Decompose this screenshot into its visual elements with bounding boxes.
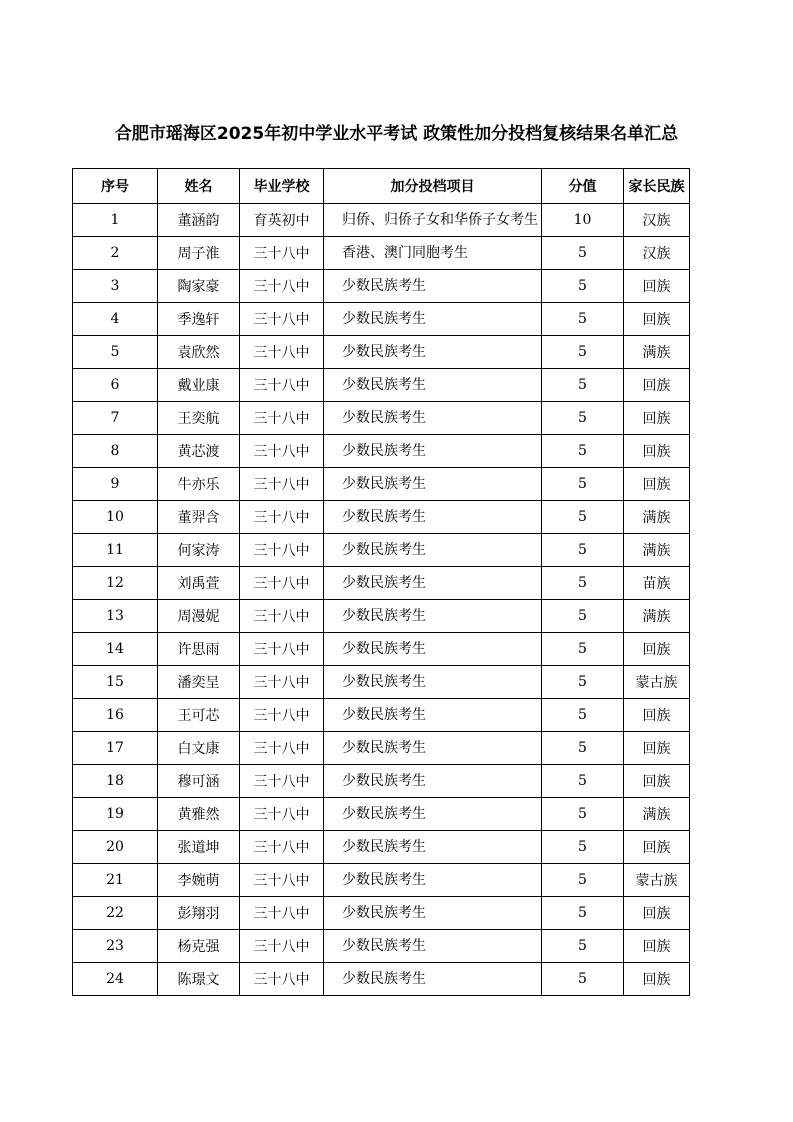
cell-parent-ethnicity: 回族 [624, 831, 690, 864]
cell-serial-number: 20 [73, 831, 158, 864]
cell-score: 5 [542, 501, 624, 534]
table-row [73, 435, 690, 468]
cell-school: 三十八中 [240, 798, 324, 831]
cell-parent-ethnicity: 满族 [624, 534, 690, 567]
cell-score: 5 [542, 435, 624, 468]
cell-serial-number: 3 [73, 270, 158, 303]
cell-name: 王奕航 [158, 402, 240, 435]
cell-parent-ethnicity: 回族 [624, 963, 690, 996]
cell-parent-ethnicity: 满族 [624, 798, 690, 831]
cell-school: 三十八中 [240, 732, 324, 765]
cell-name: 穆可涵 [158, 765, 240, 798]
cell-school: 三十八中 [240, 864, 324, 897]
cell-name: 周子淮 [158, 237, 240, 270]
cell-parent-ethnicity: 回族 [624, 468, 690, 501]
cell-school: 三十八中 [240, 831, 324, 864]
cell-score: 5 [542, 666, 624, 699]
cell-score: 5 [542, 600, 624, 633]
cell-name: 周漫妮 [158, 600, 240, 633]
cell-parent-ethnicity: 满族 [624, 501, 690, 534]
cell-score: 5 [542, 765, 624, 798]
cell-score: 5 [542, 468, 624, 501]
cell-name: 季逸轩 [158, 303, 240, 336]
cell-bonus-project: 少数民族考生 [324, 270, 542, 303]
cell-bonus-project: 少数民族考生 [324, 864, 542, 897]
table-row [73, 831, 690, 864]
table-body [73, 204, 690, 996]
cell-bonus-project: 香港、澳门同胞考生 [324, 237, 542, 270]
cell-name: 董羿含 [158, 501, 240, 534]
cell-serial-number: 6 [73, 369, 158, 402]
cell-school: 三十八中 [240, 765, 324, 798]
cell-serial-number: 4 [73, 303, 158, 336]
results-table [72, 168, 690, 996]
cell-bonus-project: 少数民族考生 [324, 435, 542, 468]
cell-score: 5 [542, 897, 624, 930]
cell-bonus-project: 少数民族考生 [324, 303, 542, 336]
cell-serial-number: 10 [73, 501, 158, 534]
cell-serial-number: 8 [73, 435, 158, 468]
cell-parent-ethnicity: 汉族 [624, 237, 690, 270]
cell-score: 5 [542, 303, 624, 336]
cell-serial-number: 13 [73, 600, 158, 633]
cell-name: 刘禹萱 [158, 567, 240, 600]
cell-name: 潘奕呈 [158, 666, 240, 699]
cell-serial-number: 2 [73, 237, 158, 270]
header-bonus-project: 加分投档项目 [324, 169, 542, 204]
cell-school: 三十八中 [240, 369, 324, 402]
cell-parent-ethnicity: 苗族 [624, 567, 690, 600]
cell-bonus-project: 少数民族考生 [324, 699, 542, 732]
cell-school: 三十八中 [240, 468, 324, 501]
table-row [73, 369, 690, 402]
cell-serial-number: 11 [73, 534, 158, 567]
table-row [73, 897, 690, 930]
cell-serial-number: 23 [73, 930, 158, 963]
cell-serial-number: 17 [73, 732, 158, 765]
cell-bonus-project: 少数民族考生 [324, 468, 542, 501]
cell-parent-ethnicity: 回族 [624, 897, 690, 930]
table-header-row [73, 169, 690, 204]
header-parent-ethnicity: 家长民族 [624, 169, 690, 204]
cell-bonus-project: 归侨、归侨子女和华侨子女考生 [324, 204, 542, 237]
table-row [73, 732, 690, 765]
table-row [73, 270, 690, 303]
table-row [73, 303, 690, 336]
cell-name: 何家涛 [158, 534, 240, 567]
cell-name: 戴业康 [158, 369, 240, 402]
cell-score: 5 [542, 732, 624, 765]
cell-bonus-project: 少数民族考生 [324, 567, 542, 600]
cell-school: 三十八中 [240, 336, 324, 369]
cell-bonus-project: 少数民族考生 [324, 765, 542, 798]
table-row [73, 666, 690, 699]
cell-bonus-project: 少数民族考生 [324, 897, 542, 930]
cell-school: 三十八中 [240, 600, 324, 633]
table-row [73, 501, 690, 534]
table-row [73, 699, 690, 732]
cell-name: 杨克强 [158, 930, 240, 963]
cell-serial-number: 24 [73, 963, 158, 996]
cell-bonus-project: 少数民族考生 [324, 732, 542, 765]
cell-school: 三十八中 [240, 666, 324, 699]
cell-serial-number: 21 [73, 864, 158, 897]
cell-serial-number: 19 [73, 798, 158, 831]
cell-bonus-project: 少数民族考生 [324, 336, 542, 369]
table-row [73, 237, 690, 270]
cell-parent-ethnicity: 满族 [624, 336, 690, 369]
header-school: 毕业学校 [240, 169, 324, 204]
cell-serial-number: 1 [73, 204, 158, 237]
cell-bonus-project: 少数民族考生 [324, 831, 542, 864]
cell-bonus-project: 少数民族考生 [324, 600, 542, 633]
cell-school: 三十八中 [240, 534, 324, 567]
cell-parent-ethnicity: 满族 [624, 600, 690, 633]
table-row [73, 963, 690, 996]
cell-score: 5 [542, 798, 624, 831]
cell-serial-number: 14 [73, 633, 158, 666]
cell-name: 李婉萌 [158, 864, 240, 897]
cell-name: 许思雨 [158, 633, 240, 666]
cell-parent-ethnicity: 回族 [624, 732, 690, 765]
cell-school: 三十八中 [240, 567, 324, 600]
cell-school: 三十八中 [240, 237, 324, 270]
cell-bonus-project: 少数民族考生 [324, 666, 542, 699]
table-row [73, 765, 690, 798]
table-row [73, 600, 690, 633]
cell-score: 5 [542, 369, 624, 402]
cell-score: 5 [542, 930, 624, 963]
cell-parent-ethnicity: 回族 [624, 633, 690, 666]
cell-school: 三十八中 [240, 633, 324, 666]
cell-school: 三十八中 [240, 897, 324, 930]
cell-school: 三十八中 [240, 303, 324, 336]
cell-school: 三十八中 [240, 963, 324, 996]
cell-name: 陈璟文 [158, 963, 240, 996]
header-name: 姓名 [158, 169, 240, 204]
cell-parent-ethnicity: 蒙古族 [624, 666, 690, 699]
cell-bonus-project: 少数民族考生 [324, 633, 542, 666]
cell-bonus-project: 少数民族考生 [324, 369, 542, 402]
cell-serial-number: 7 [73, 402, 158, 435]
cell-name: 黄芯渡 [158, 435, 240, 468]
table-row [73, 468, 690, 501]
cell-parent-ethnicity: 回族 [624, 402, 690, 435]
cell-school: 育英初中 [240, 204, 324, 237]
cell-name: 牛亦乐 [158, 468, 240, 501]
cell-score: 5 [542, 864, 624, 897]
cell-parent-ethnicity: 回族 [624, 699, 690, 732]
table-row [73, 336, 690, 369]
table-row [73, 534, 690, 567]
cell-serial-number: 18 [73, 765, 158, 798]
cell-parent-ethnicity: 回族 [624, 270, 690, 303]
cell-score: 5 [542, 237, 624, 270]
table-row [73, 864, 690, 897]
cell-parent-ethnicity: 回族 [624, 930, 690, 963]
cell-score: 5 [542, 831, 624, 864]
table-row [73, 930, 690, 963]
cell-serial-number: 9 [73, 468, 158, 501]
cell-score: 5 [542, 633, 624, 666]
cell-name: 陶家豪 [158, 270, 240, 303]
cell-school: 三十八中 [240, 501, 324, 534]
cell-parent-ethnicity: 汉族 [624, 204, 690, 237]
table-row [73, 567, 690, 600]
cell-score: 5 [542, 567, 624, 600]
cell-bonus-project: 少数民族考生 [324, 963, 542, 996]
cell-parent-ethnicity: 回族 [624, 369, 690, 402]
cell-name: 张道坤 [158, 831, 240, 864]
cell-score: 10 [542, 204, 624, 237]
cell-parent-ethnicity: 回族 [624, 303, 690, 336]
cell-serial-number: 16 [73, 699, 158, 732]
cell-score: 5 [542, 402, 624, 435]
cell-score: 5 [542, 963, 624, 996]
cell-school: 三十八中 [240, 270, 324, 303]
table-row [73, 798, 690, 831]
cell-serial-number: 12 [73, 567, 158, 600]
cell-bonus-project: 少数民族考生 [324, 798, 542, 831]
cell-name: 董涵韵 [158, 204, 240, 237]
cell-parent-ethnicity: 蒙古族 [624, 864, 690, 897]
cell-score: 5 [542, 336, 624, 369]
cell-serial-number: 5 [73, 336, 158, 369]
cell-name: 彭翔羽 [158, 897, 240, 930]
cell-serial-number: 15 [73, 666, 158, 699]
header-serial-number: 序号 [73, 169, 158, 204]
cell-name: 王可芯 [158, 699, 240, 732]
cell-bonus-project: 少数民族考生 [324, 402, 542, 435]
cell-school: 三十八中 [240, 930, 324, 963]
table-row [73, 633, 690, 666]
cell-bonus-project: 少数民族考生 [324, 930, 542, 963]
cell-serial-number: 22 [73, 897, 158, 930]
cell-school: 三十八中 [240, 435, 324, 468]
cell-name: 白文康 [158, 732, 240, 765]
cell-parent-ethnicity: 回族 [624, 435, 690, 468]
cell-score: 5 [542, 534, 624, 567]
page-title: 合肥市瑶海区2025年初中学业水平考试 政策性加分投档复核结果名单汇总 [114, 124, 679, 144]
cell-name: 黄雅然 [158, 798, 240, 831]
table-row [73, 402, 690, 435]
cell-bonus-project: 少数民族考生 [324, 501, 542, 534]
header-score: 分值 [542, 169, 624, 204]
cell-parent-ethnicity: 回族 [624, 765, 690, 798]
cell-bonus-project: 少数民族考生 [324, 534, 542, 567]
cell-school: 三十八中 [240, 699, 324, 732]
cell-school: 三十八中 [240, 402, 324, 435]
cell-score: 5 [542, 699, 624, 732]
cell-score: 5 [542, 270, 624, 303]
cell-name: 袁欣然 [158, 336, 240, 369]
table-row [73, 204, 690, 237]
